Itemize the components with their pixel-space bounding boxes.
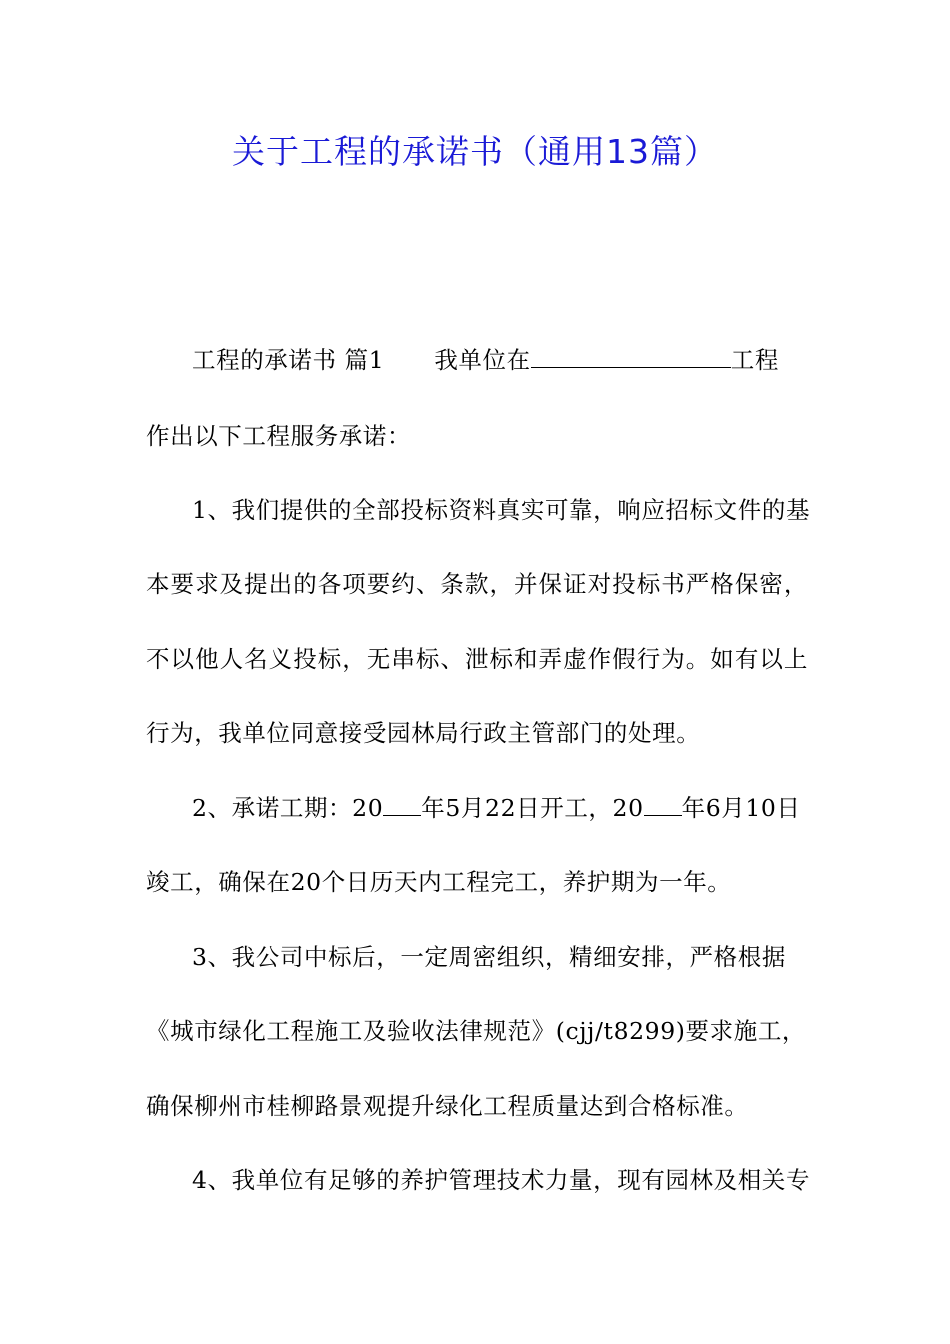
paragraph-line: 确保柳州市桂柳路景观提升绿化工程质量达到合格标准。 (146, 1092, 749, 1120)
item2-part2: 年5月22日开工，20 (421, 794, 644, 822)
intro-suffix: 工程 (730, 346, 779, 374)
paragraph-line: 本要求及提出的各项要约、条款，并保证对投标书严格保密， (146, 570, 808, 598)
section-heading-line (192, 342, 854, 378)
paragraph-line: 竣工，确保在20个日历天内工程完工，养护期为一年。 (146, 868, 732, 896)
paragraph-line: 作出以下工程服务承诺： (146, 422, 412, 450)
paragraph-line: 4、我单位有足够的养护管理技术力量，现有园林及相关专 (192, 1166, 811, 1194)
item2-line (192, 790, 854, 826)
fill-in-blank (531, 345, 731, 368)
year-blank (383, 793, 421, 816)
paragraph-line: 行为，我单位同意接受园林局行政主管部门的处理。 (146, 719, 701, 747)
item2-part3: 年6月10日 (681, 794, 801, 822)
section-heading: 工程的承诺书 篇1 (192, 346, 385, 374)
item2-part1: 2、承诺工期：20 (192, 794, 384, 822)
paragraph-line: 1、我们提供的全部投标资料真实可靠，响应招标文件的基 (192, 496, 811, 524)
intro-prefix: 我单位在 (434, 346, 531, 374)
document-title: 关于工程的承诺书（通用13篇） (232, 132, 718, 171)
year-blank (644, 793, 682, 816)
paragraph-line: 不以他人名义投标，无串标、泄标和弄虚作假行为。如有以上 (146, 645, 808, 673)
paragraph-line: 《城市绿化工程施工及验收法律规范》(cjj/t8299)要求施工， (146, 1017, 807, 1045)
paragraph-line: 3、我公司中标后，一定周密组织，精细安排，严格根据 (192, 943, 786, 971)
